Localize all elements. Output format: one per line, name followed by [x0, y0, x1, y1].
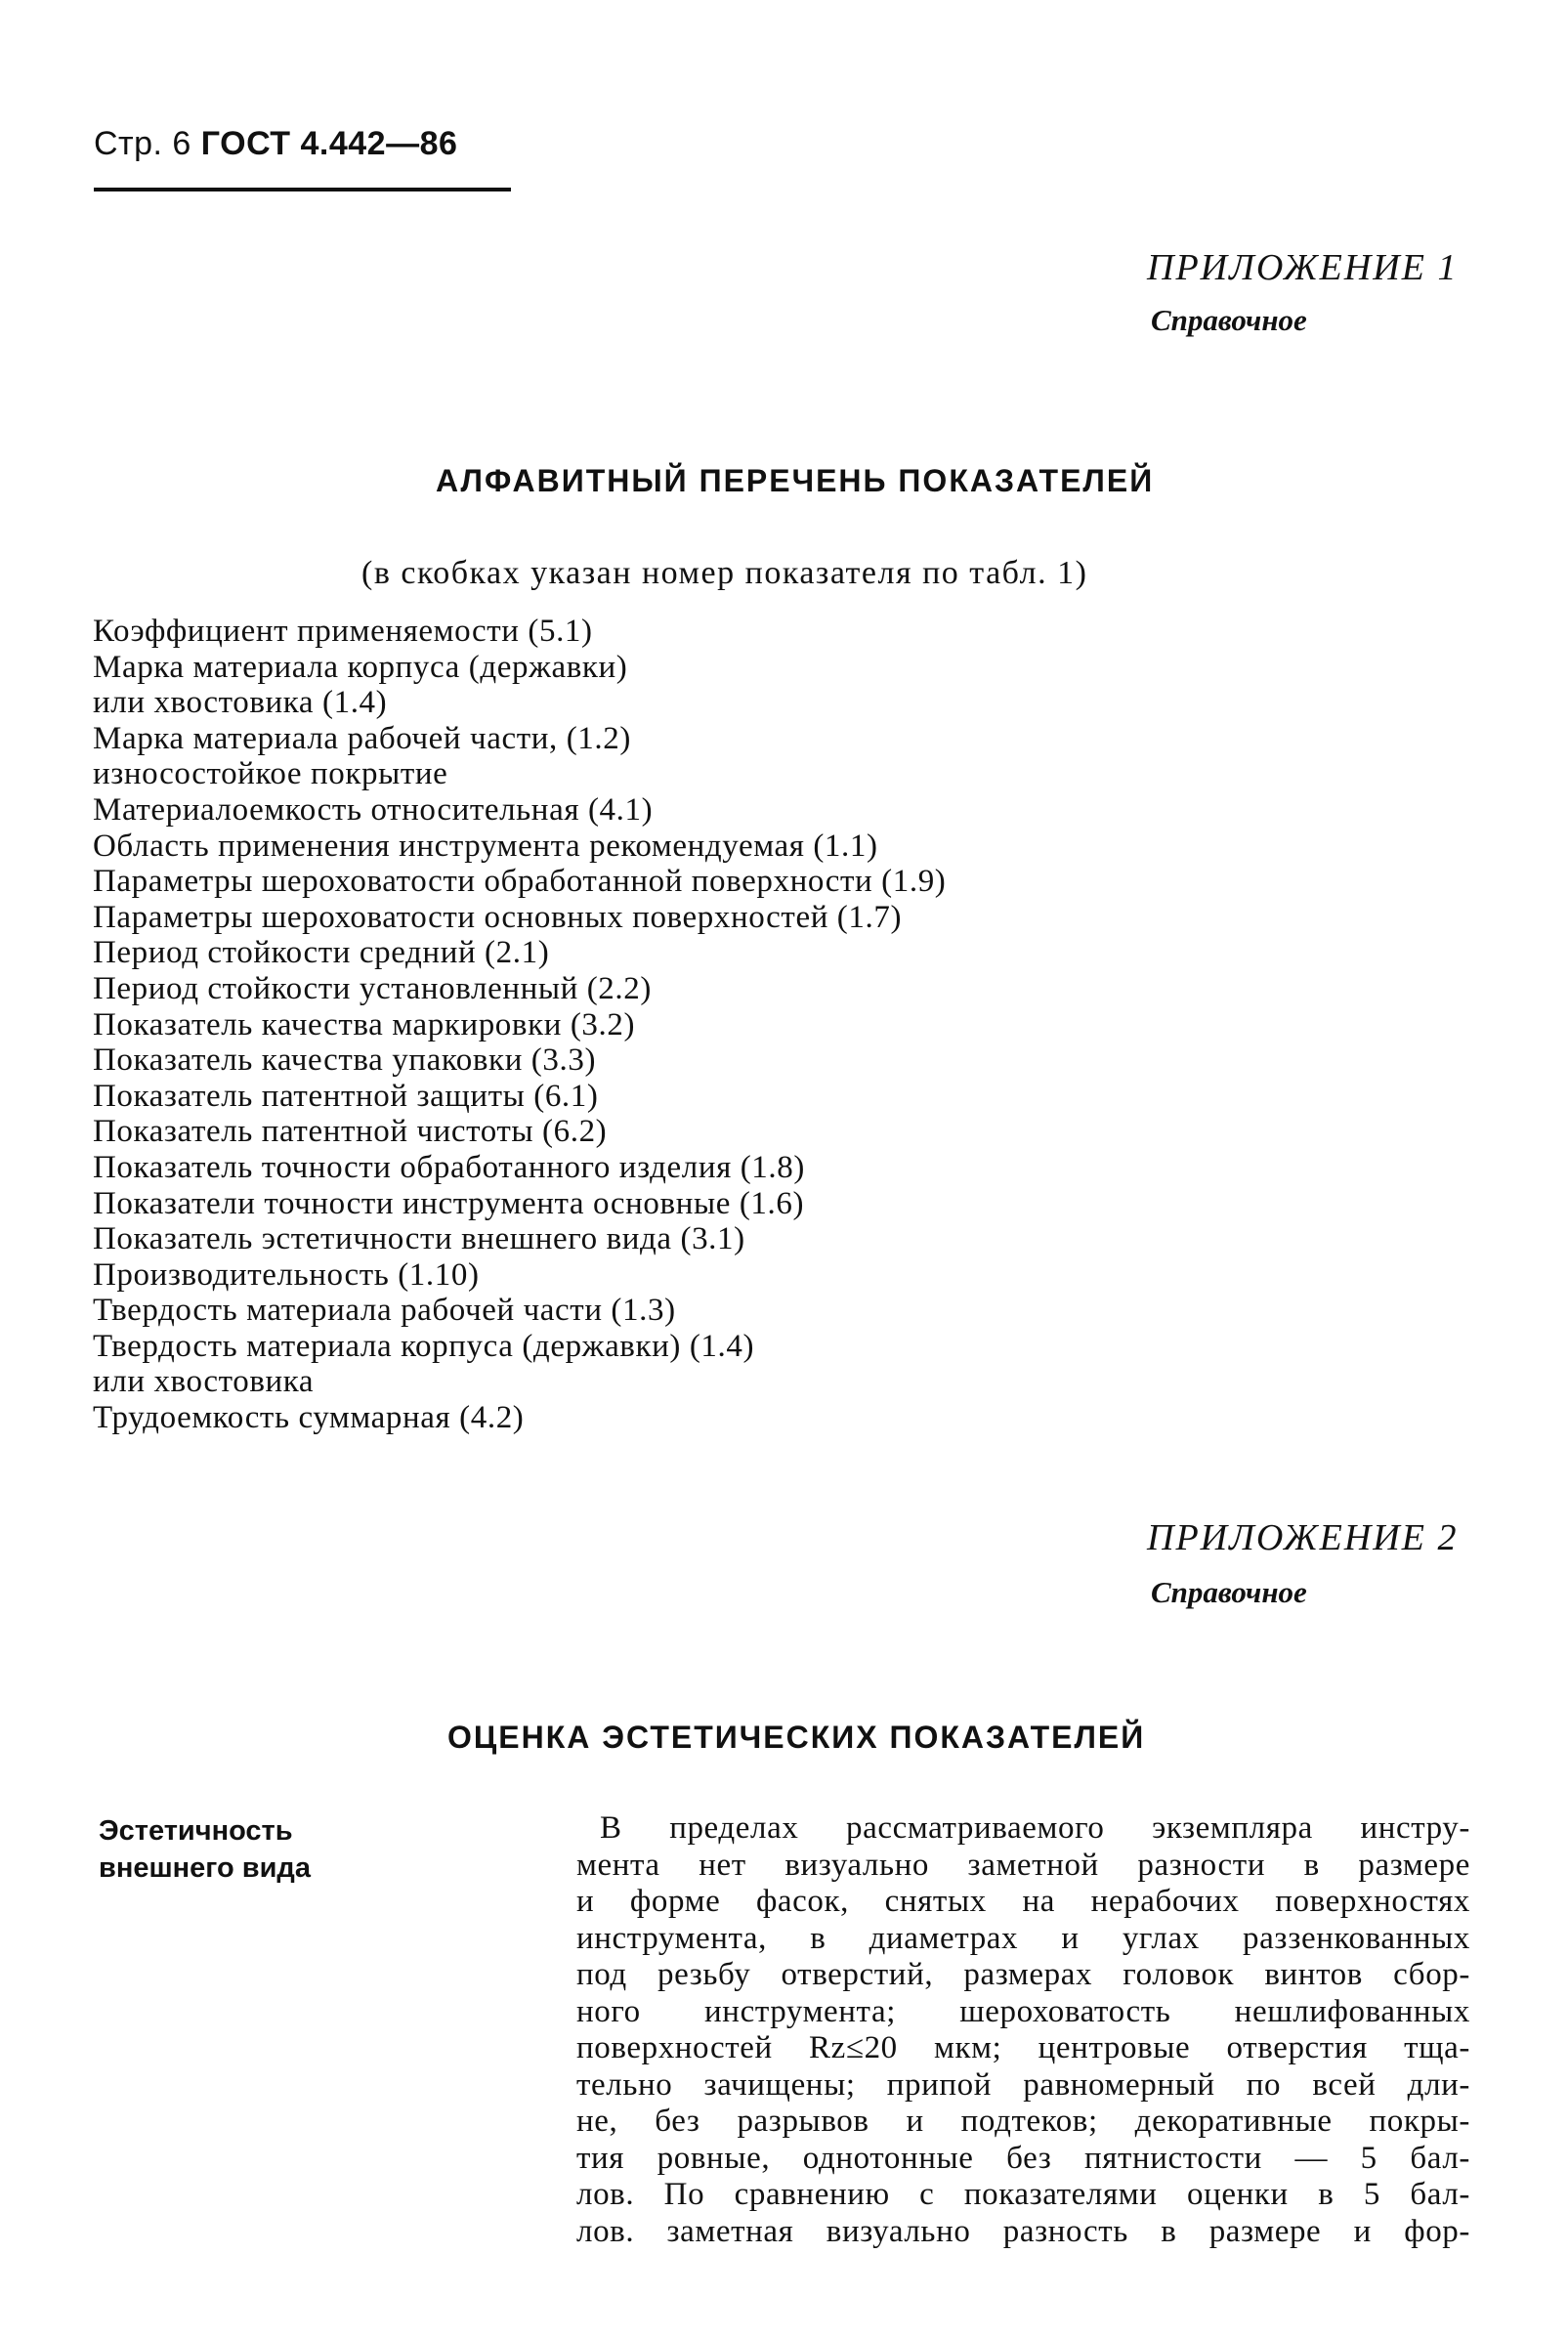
- list-item: Твердость материала корпуса (державки) (1.4): [93, 1328, 755, 1364]
- list-item: или хвостовика: [93, 1364, 315, 1400]
- list-item: Период стойкости средний (2.1): [93, 935, 550, 971]
- term-definition: [576, 1810, 1470, 2250]
- list-item: или хвостовика (1.4): [93, 685, 388, 721]
- list-item: Твердость материала рабочей части (1.3): [93, 1293, 676, 1329]
- gost-number: ГОСТ 4.442—86: [200, 125, 458, 162]
- definition-line: тельно зачищены; припой равномерный по всей дли-: [576, 2066, 1470, 2103]
- appendix-2-sub: Справочное: [1151, 1575, 1307, 1609]
- list-item: Период стойкости установленный (2.2): [93, 970, 652, 1006]
- definition-line: поверхностей Rz≤20 мкм; центровые отверстия тща-: [576, 2030, 1470, 2065]
- list-item: Показатель патентной чистоты (6.2): [93, 1114, 608, 1150]
- definition-line: под резьбу отверстий, размерах головок винтов сбор-: [576, 1957, 1470, 1992]
- list-item: Параметры шероховатости основных поверхностей (1.7): [93, 899, 903, 935]
- list-item: Марка материала корпуса (державки): [93, 649, 628, 685]
- definition-line: инструмента, в диаметрах и углах раззенкованных: [576, 1920, 1470, 1956]
- definition-line: лов. По сравнению с показателями оценки в 5 бал-: [576, 2177, 1470, 2212]
- list-item: Показатель эстетичности внешнего вида (3.1): [93, 1221, 745, 1257]
- header-rule: [94, 188, 511, 191]
- list-item: Параметры шероховатости обработанной поверхности (1.9): [93, 864, 947, 900]
- appendix-2-label: ПРИЛОЖЕНИЕ 2: [1147, 1517, 1459, 1558]
- appendix-1-title: АЛФАВИТНЫЙ ПЕРЕЧЕНЬ ПОКАЗАТЕЛЕЙ: [436, 463, 1155, 498]
- list-item: Производительность (1.10): [93, 1256, 480, 1293]
- list-item: Показатель точности обработанного изделия (1.8): [93, 1149, 805, 1185]
- list-item: Область применения инструмента рекомендуемая (1.1): [93, 828, 878, 864]
- definition-line: лов. заметная визуально разность в размере и фор-: [576, 2213, 1470, 2249]
- list-item: Показатель качества упаковки (3.3): [93, 1042, 597, 1079]
- indicator-list: [93, 614, 946, 1436]
- appendix-1-note: (в скобках указан номер показателя по табл. 1): [361, 555, 1088, 591]
- list-item: Трудоемкость суммарная (4.2): [93, 1400, 525, 1436]
- list-item: Показатель качества маркировки (3.2): [93, 1006, 636, 1042]
- list-item: Коэффициент применяемости (5.1): [93, 614, 593, 649]
- list-item: Показатель патентной защиты (6.1): [93, 1078, 599, 1114]
- definition-line: мента нет визуально заметной разности в размере: [576, 1847, 1470, 1883]
- list-item: износостойкое покрытие: [93, 756, 448, 792]
- list-item: Показатели точности инструмента основные (1.6): [93, 1185, 805, 1221]
- list-item: Материалоемкость относительная (4.1): [93, 791, 654, 828]
- definition-line: не, без разрывов и подтеков; декоративные покры-: [576, 2104, 1470, 2139]
- term-line: внешнего вида: [99, 1852, 311, 1884]
- page-header: [94, 125, 457, 163]
- term-heading: [99, 1812, 311, 1887]
- page-number: Стр. 6: [94, 125, 191, 162]
- appendix-1-sub: Справочное: [1151, 303, 1307, 337]
- term-line: Эстетичность: [99, 1815, 293, 1847]
- definition-line: ного инструмента; шероховатость нешлифованных: [576, 1993, 1470, 2029]
- appendix-2-title: ОЦЕНКА ЭСТЕТИЧЕСКИХ ПОКАЗАТЕЛЕЙ: [447, 1720, 1146, 1755]
- definition-line: тия ровные, однотонные без пятнистости — 5 бал-: [576, 2140, 1470, 2176]
- list-item: Марка материала рабочей части, (1.2): [93, 720, 631, 756]
- definition-line: и форме фасок, снятых на нерабочих поверхностях: [576, 1884, 1470, 1919]
- definition-line: В пределах рассматриваемого экземпляра инстру-: [600, 1810, 1470, 1846]
- appendix-1-label: ПРИЛОЖЕНИЕ 1: [1147, 247, 1459, 288]
